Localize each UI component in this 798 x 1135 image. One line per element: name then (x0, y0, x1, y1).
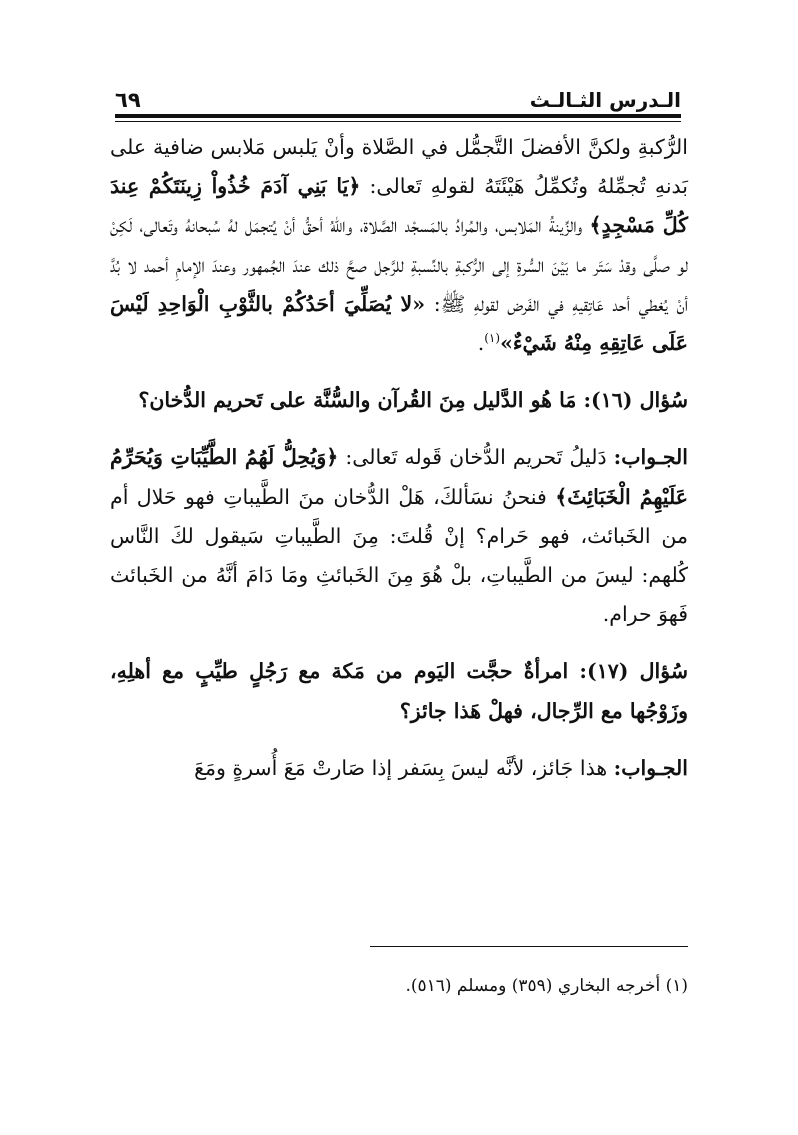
body-text (110, 128, 688, 788)
question-text: امرأةٌ حجَّت اليَوم من مَكة مع رَجُلٍ طيِّبٍ مع أهلِهِ، وزَوْجُها مع الرِّجال، فهلْ هَذا جائز؟ (110, 659, 688, 723)
page-number: ٦٩ (115, 88, 141, 112)
quran-verse: ﴿وَيُحِلُّ لَهُمُ الطَّيِّبَاتِ وَيُحَرِّمُ عَلَيْهِمُ الْخَبَائِثَ﴾ (110, 445, 689, 509)
question-label: سُؤال (١٧): (579, 659, 688, 684)
answer-17 (110, 749, 688, 788)
answer-label: الجـواب: (613, 755, 688, 780)
answer-label: الجـواب: (613, 445, 688, 470)
hadith-quote: «لا يُصَلِّيَ أحَدُكُمْ بالثَّوْبِ الْوَاحِدِ لَيْسَ عَلَى عَاتِقِهِ مِنْهُ شَيْءٌ» (110, 291, 688, 356)
paragraph-text: . (477, 331, 485, 356)
answer-16 (110, 438, 688, 634)
paragraph-text: والزِّينةُ المَلابس، والمُرادُ بالمَسجْد الصَّلاة، واللهُ أحقُّ أنْ يُتجمَل لهُ سُبحانهُ وتَعالى، لَكِنْ لو صلَّى وقدْ سَتَر ما بَيْنَ السُّرةِ إلى الرُّكبةِ بالنِّسبةِ للرَّجل صحَّ ذلك عندَ الجُمهور وعندَ الإمامِ أحمد لا بُدَّ أنْ يُغطي أحد عَاتِقيهِ في الفَرض لقولهِ ﷺ: (110, 213, 689, 316)
answer-text: فنحنُ نسَألكَ، هَلْ الدُّخان منَ الطَّيباتِ فهو حَلال أم من الخَبائث، فهو حَرام؟ إنْ قُلتَ: مِنَ الطَّيباتِ سَيقول لكَ النَّاس كُلهم: ليسَ من الطَّيباتِ، بلْ هُوَ مِنَ الخَبائثِ ومَا دَامَ أنَّهُ من الخَبائث فَهوَ حرام. (110, 484, 688, 627)
running-title: الـدرس الثـالـث (529, 88, 681, 112)
quran-verse: ﴿يَا بَنِي آدَمَ خُذُواْ زِينَتَكُمْ عِندَ كُلِّ مَسْجِدٍ﴾ (110, 174, 688, 238)
footnote-divider (370, 946, 688, 947)
page-header (115, 78, 681, 118)
answer-text: دَليلُ تَحريم الدُّخان قَوله تَعالى: (338, 445, 614, 470)
paragraph-text: الرُّكبةِ ولكنَّ الأفضلَ التَّجمُّل في الصَّلاة وأنْ يَلبس مَلابس ضافية على بَدنهِ تُجمِّلهُ وتُكمِّلُ هَيْئَتَهُ لقولهِ تَعالى: (110, 135, 689, 199)
question-17 (110, 652, 688, 730)
footnote-reference: (١) (484, 331, 501, 346)
paragraph (110, 128, 688, 363)
question-label: سُؤال (١٦): (583, 388, 688, 413)
question-text: مَا هُو الدَّليل مِنَ القُرآن والسُّنَّة على تَحريم الدُّخان؟ (138, 388, 584, 413)
answer-text: هذا جَائز، لأنَّه ليسَ بِسَفر إذا صَارتْ مَعَ أُسرةٍ ومَعَ (194, 755, 614, 780)
footnote: (١) أخرجه البخاري (٣٥٩) ومسلم (٥١٦). (405, 976, 688, 996)
question-16 (110, 381, 688, 420)
